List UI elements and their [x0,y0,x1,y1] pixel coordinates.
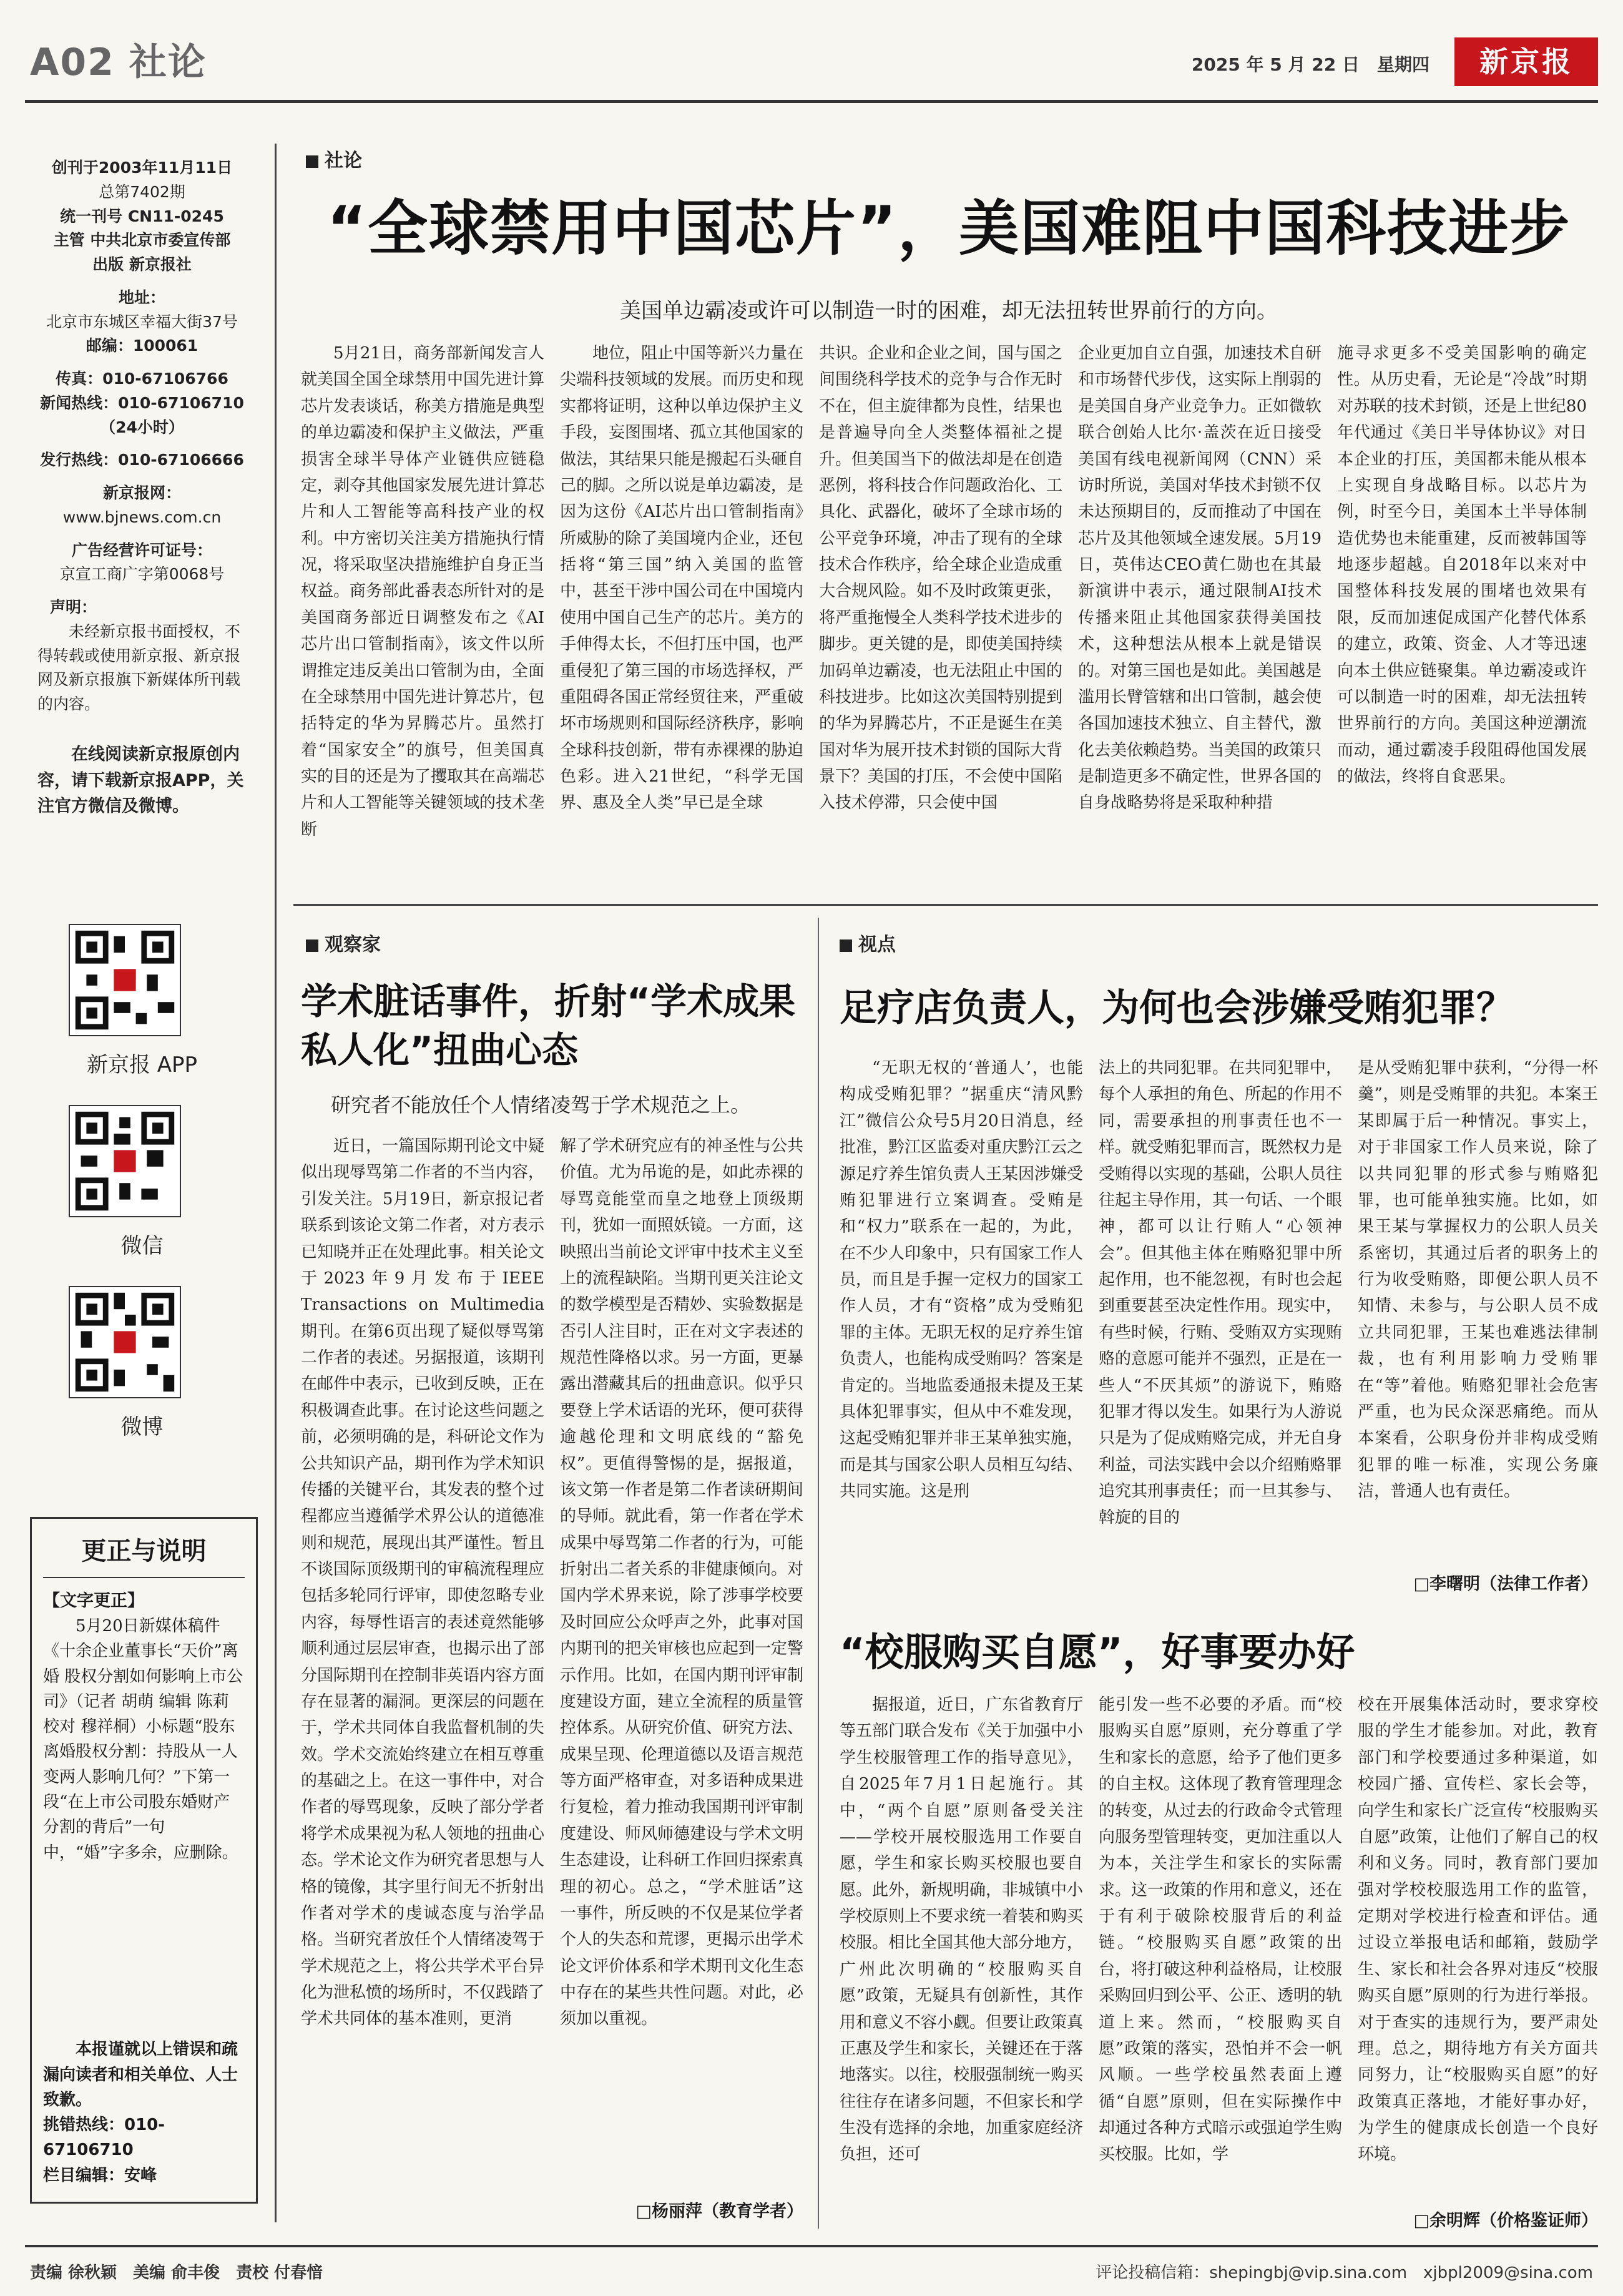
ad-license: 京宣工商广字第0068号 [59,565,225,584]
editorial-headline: “全球禁用中国芯片”，美国难阻中国科技进步 [326,194,1571,263]
editorial-subtitle: 美国单边霸凌或许可以制造一时的困难，却无法扭转世界前行的方向。 [620,298,1278,323]
ad-license-label: 广告经营许可证号： [71,541,212,559]
viewpoint-column: 是从受贿犯罪中获利，“分得一杯羹”，则是受贿罪的共犯。本案王某即属于后一种情况。事实上，对于非国家工作人员来说，除了以共同犯罪的形式参与贿赂犯罪，也可能单独实施。比如，如果王某与掌握权力的公职人员关系密切，其通过后者的职务上的行为收受贿赂，即便公职人员不知情、未参与，与公职人员不成立共同犯罪，王某也难逃法律制裁，也有利用影响力受贿罪在“等”着他。贿赂犯罪社会危害严重，也为民众深恶痛绝。而从本案看，公职身份并非构成受贿犯罪的唯一标准，实现公务廉洁，普通人也有责任。 [1358,1059,1598,1501]
statement: 未经新京报书面授权，不得转载或使用新京报、新京报网及新京报旗下新媒体所刊载的内容。 [37,622,241,713]
section-square-icon [306,939,318,952]
qr-label-app: 新京报 APP [86,1052,198,1077]
editorial-section-label: 社论 [306,145,362,172]
editorial-column: 5月21日，商务部新闻发言人就美国全国全球禁用中国先进计算芯片发表谈话，称美方措施是典型的单边霸凌和保护主义做法，严重损害全球半导体产业链供应链稳定，剥夺其他国家发展先进计算芯片和人工智能等高科技产业的权利。中方密切关注美方措施执行情况，将采取坚决措施维护自身正当权益。商务部此番表态所针对的是美国商务部近日调整发布之《AI芯片出口管制指南》，该文件以所谓推定违反美出口管制为由，全面在全球禁用中国先进计算芯片，包括特定的华为昇腾芯片。虽然打着“国家安全”的旗号，但美国真实的目的还是为了攫取其在高端芯片和人工智能等关键领域的技术垄断 [301,344,544,839]
uniform-column: 校在开展集体活动时，要求穿校服的学生才能参加。对此，教育部门和学校要通过多种渠道，如校园广播、宣传栏、家长会等，向学生和家长广泛宣传“校服购买自愿”政策，让他们了解自己的权利和义务。同时，教育部门要加强对学校校服选用工作的监管，定期对学校进行检查和评估。通过设立举报电话和邮箱，鼓励学生、家长和社会各界对违反“校服购买自愿”原则的行为进行举报。对于查实的违规行为，要严肃处理。总之，期待地方有关方面共同努力，让“校服购买自愿”的好政策真正落地，才能好事办好，为学生的健康成长创造一个良好环境。 [1358,1695,1598,2164]
distribution-hotline: 发行热线：010-67106666 [40,451,244,469]
sidebar-divider [275,144,277,2222]
app-qr-code[interactable] [69,924,181,1036]
supervisor: 主管 中共北京市委宣传部 [53,231,231,250]
website-label: 新京报网： [102,484,181,502]
viewpoint-column: 法上的共同犯罪。在共同犯罪中，每个人承担的角色、所起的作用不同，需要承担的刑事责任也不一样。就受贿犯罪而言，既然权力是受贿得以实现的基础，公职人员往往起主导作用，其一句话、一个眼神，都可以让行贿人“心领神会”。但其他主体在贿赂犯罪中所起作用，也不能忽视，有时也会起到重要甚至决定性作用。现实中，有些时候，行贿、受贿双方实现贿赂的意愿可能并不强烈，正是在一些人“不厌其烦”的游说下，贿赂犯罪才得以发生。如果行为人游说只是为了促成贿赂完成，并无自身利益，司法实践中会以介绍贿赂罪追究其刑事责任；而一旦其参与、斡旋的目的 [1099,1059,1342,1528]
publisher: 出版 新京报社 [92,255,192,273]
correction-footer [43,2037,245,2188]
viewpoint-byline: □李曙明（法律工作者） [1413,1574,1598,1594]
column-divider [818,918,819,2229]
masthead-info [25,156,259,820]
editorial-column: 共识。企业和企业之间，国与国之间围绕科学技术的竞争与合作无时不在，但主旋律都为良性，结果也是普遍导向全人类整体福祉之提升。但美国当下的做法却是在创造恶例，将科技合作问题政治化、工具化、武器化，破坏了全球市场的公平竞争环境，冲击了现有的全球技术合作秩序，给全球企业造成重大合规风险。如不及时政策更张，将严重拖慢全人类科学技术进步的脚步。更关键的是，即使美国持续加码单边霸凌，也无法阻止中国的科技进步。比如这次美国特别提到的华为昇腾芯片，不正是诞生在美国对华为展开技术封锁的国际大背景下？美国的打压，不会使中国陷入技术停滞，只会使中国 [819,344,1062,813]
viewpoint-column: “无职无权的‘普通人’，也能构成受贿犯罪？”据重庆“清风黔江”微信公众号5月20日消息，经批准，黔江区监委对重庆黔江云之源足疗养生馆负责人王某因涉嫌受贿犯罪进行立案调查。受贿是和“权力”联系在一起的，为此，在不少人印象中，只有国家工作人员，而且是手握一定权力的国家工作人员，才有“资格”成为受贿犯罪的主体。无职无权的足疗养生馆负责人，也能构成受贿吗？答案是肯定的。当地监委通报未提及王某具体犯罪事实，但从中不难发现，这起受贿犯罪并非王某单独实施，而是其与国家公职人员相互勾结、共同实施。这是刑 [840,1059,1083,1501]
founded: 创刊于2003年11月11日 [51,159,233,177]
correction-phone: 挑错热线：010-67106710 [43,2116,165,2160]
uniform-column: 据报道，近日，广东省教育厅等五部门联合发布《关于加强中小学生校服管理工作的指导意见》，自2025年7月1日起施行。其中，“两个自愿”原则备受关注——学校开展校服选用工作要自愿，学生和家长购买校服也要自愿。此外，新规明确，非城镇中小学校原则上不要求统一着装和购买校服。相比全国其他大部分地方，广州此次明确的“校服购买自愿”政策，无疑具有创新性，其作用和意义不容小觑。但要让政策真正惠及学生和家长，关键还在于落地落实。以往，校服强制统一购买往往存在诸多问题，不但家长和学生没有选择的余地，加重家庭经济负担，还可 [840,1695,1083,2164]
viewpoint-headline: 足疗店负责人，为何也会涉嫌受贿犯罪？ [840,986,1514,1030]
issue-number: 总第7402期 [99,182,185,201]
observer-section-label: 观察家 [306,929,381,956]
issue-date: 2025 年 5 月 22 日 星期四 [1191,54,1429,75]
qr-label-wechat: 微信 [120,1234,164,1258]
wechat-qr-code[interactable] [69,1105,181,1217]
statement-label: 声明： [50,598,97,616]
address-label: 地址： [118,288,165,307]
online-notice: 在线阅读新京报原创内容，请下载新京报APP，关注官方微信及微博。 [37,744,244,817]
news-hotline-note: （24小时） [100,418,184,436]
page-number: A02 社论 [30,41,207,84]
fax: 传真：010-67106766 [56,370,228,388]
editorial-column: 施寻求更多不受美国影响的确定性。从历史看，无论是“冷战”时期对苏联的技术封锁，还是上世纪80年代通过《美日半导体协议》对日本企业的打压，美国都未能从根本上实现自身战略目标。以芯片为例，时至今日，美国本土半导体制造优势也未能重建，反而被韩国等地逐步超越。自2018年以来对中国整体科技发展的围堵也效果有限，反而加速促成国产化替代体系的建立，政策、资金、人才等迅速向本土供应链聚集。单边霸凌或许可以制造一时的困难，却无法扭转世界前行的方向。美国这种逆潮流而动，通过霸凌手段阻碍他国发展的做法，终将自食恶果。 [1337,344,1587,786]
correction-body: 5月20日新媒体稿件《十余企业董事长“天价”离婚 股权分割如何影响上市公司》（记者 胡萌 编辑 陈莉 校对 穆祥桐）小标题“股东离婚股权分割：持股从一人变两人影响几何？”下第一段“在上市公司股东婚财产分割的背后”一句中，“婚”字多余，应删除。 [43,1617,243,1862]
section-square-icon [306,155,318,168]
cn-number: 统一刊号 CN11-0245 [60,207,224,225]
bottom-rule [25,2245,1598,2247]
uniform-column: 能引发一些不必要的矛盾。而“校服购买自愿”原则，充分尊重了学生和家长的意愿，给予了他们更多的自主权。这体现了教育管理理念的转变，从过去的行政命令式管理向服务型管理转变，更加注重以人为本，关注学生和家长的实际需求。这一政策的作用和意义，还在于有利于破除校服背后的利益链。“校服购买自愿”政策的出台，将打破这种利益格局，让校服采购回归到公平、公正、透明的轨道上来。然而，“校服购买自愿”政策的落实，恐怕并不会一帆风顺。一些学校虽然表面上遵循“自愿”原则，但在实际操作中却通过各种方式暗示或强迫学生购买校服。比如，学 [1099,1695,1342,2164]
observer-byline: □杨丽萍（教育学者） [635,2202,803,2221]
staff-credits: 责编 徐秋颖 美编 俞丰俊 责校 付春愔 [30,2264,323,2282]
top-rule [25,100,1598,103]
editorial-column: 地位，阻止中国等新兴力量在尖端科技领域的发展。而历史和现实都将证明，这种以单边保护主义手段，妄图围堵、孤立其他国家的做法，其结果只能是搬起石头砸自己的脚。之所以说是单边霸凌，是因为这份《AI芯片出口管制指南》所威胁的除了美国境内企业，还包括将“第三国”纳入美国的监管中，甚至干涉中国公司在中国境内使用中国自己生产的芯片。美方的手伸得太长，不但打压中国，也严重侵犯了第三国的市场选择权，严重阻碍各国正常经贸往来，严重破坏市场规则和国际经济秩序，影响全球科技创新，带有赤裸裸的胁迫色彩。进入21世纪，“科学无国界、惠及全人类”早已是全球 [560,344,803,813]
submission-email[interactable]: 评论投稿信箱：shepingbj@vip.sina.com xjbpl2009@sina.com [1096,2264,1593,2282]
section-divider [293,904,1598,906]
viewpoint-section-label: 视点 [840,929,896,956]
address: 北京市东城区幸福大街37号 [46,312,238,331]
observer-column: 解了学术研究应有的神圣性与公共价值。尤为吊诡的是，如此赤裸的辱骂竟能堂而皇之地登上顶级期刊，犹如一面照妖镜。一方面，这映照出当前论文评审中技术主义至上的流程缺陷。当期刊更关注论文的数学模型是否精妙、实验数据是否引人注目时，正在对文字表述的规范性降格以求。另一方面，更暴露出潜藏其后的扭曲意识。似乎只要登上学术话语的光环，便可获得逾越伦理和文明底线的“豁免权”。更值得警惕的是，据报道，该文第一作者是第二作者读研期间的导师。就此看，第一作者在学术成果中辱骂第二作者的行为，可能折射出二者关系的非健康倾向。对国内学术界来说，除了涉事学校要及时回应公众呼声之外，此事对国内期刊的把关审核也应起到一定警示作用。比如，在国内期刊评审制度建设方面，建立全流程的质量管控体系。从研究价值、研究方法、成果呈现、伦理道德以及语言规范等方面严格审查，对多语种成果进行复检，着力推动我国期刊评审制度建设、师风师德建设与学术文明生态建设，让科研工作回归探索真理的初心。总之，“学术脏话”这一事件，所反映的不仅是某位学者个人的失态和荒谬，更揭示出学术论文评价体系和学术期刊文化生态中存在的某些共性问题。对此，必须加以重视。 [560,1137,803,2029]
editorial-column: 企业更加自立自强，加速技术自研和市场替代步伐，这实际上削弱的是美国自身产业竞争力。正如微软联合创始人比尔·盖茨在近日接受美国有线电视新闻网（CNN）采访时所说，美国对华技术封锁不仅未达预期目的，反而推动了中国在芯片及其他领域全速发展。5月19日，英伟达CEO黄仁勋也在其最新演讲中表示，通过限制AI技术传播来阻止其他国家获得美国技术，这种想法从根本上就是错误的。对第三国也是如此。美国越是滥用长臂管辖和出口管制，越会使各国加速技术独立、自主替代，激化去美依赖趋势。当美国的政策只是制造更多不确定性，世界各国的自身战略势将是采取种种措 [1078,344,1321,813]
qr-label-weibo: 微博 [120,1415,164,1440]
correction-title: 更正与说明 [43,1519,245,1578]
news-hotline: 新闻热线：010-67106710 [40,393,244,412]
correction-tag: 【文字更正】 [43,1591,144,1611]
postcode: 邮编：100061 [86,336,199,355]
section-square-icon [840,939,852,952]
newspaper-logo: 新京报 [1454,37,1598,86]
correction-editor: 栏目编辑：安峰 [43,2166,157,2185]
uniform-headline: “校服购买自愿”，好事要办好 [840,1629,1355,1675]
observer-subtitle: 研究者不能放任个人情绪凌驾于学术规范之上。 [331,1093,751,1117]
uniform-byline: □余明辉（价格鉴证师） [1413,2211,1598,2230]
website: www.bjnews.com.cn [62,508,222,526]
observer-column: 近日，一篇国际期刊论文中疑似出现辱骂第二作者的不当内容，引发关注。5月19日，新京报记者联系到该论文第二作者，对方表示已知晓并正在处理此事。相关论文于2023年9月发布于IEEE Transactions on Multimedia期刊。在第6页出现了疑似辱骂第二作者的表述。另据报道，该期刊在邮件中表示，已收到反映，正在积极调查此事。在讨论这些问题之前，必须明确的是，科研论文作为公共知识产品，期刊作为学术知识传播的关键平台，其发表的整个过程都应当遵循学术界公认的道德准则和规范，展现出其严谨性。暂且不谈国际顶级期刊的审稿流程理应包括多轮同行评审，即使忽略专业内容，每辱性语言的表述竟然能够顺利通过层层审查，也揭示出了部分国际期刊在控制非英语内容方面存在显著的漏洞。更深层的问题在于，学术共同体自我监督机制的失效。学术交流始终建立在相互尊重的基础之上。在这一事件中，对合作者的辱骂现象，反映了部分学者将学术成果视为私人领地的扭曲心态。学术论文作为研究者思想与人格的镜像，其字里行间无不折射出作者对学术的虔诚态度与治学品格。当研究者放任个人情绪凌驾于学术规范之上，将公共学术平台异化为泄私愤的场所时，不仅践踏了学术共同体的基本准则，更消 [301,1137,544,2029]
correction-box [30,1517,258,2204]
correction-apology: 本报谨就以上错误和疏漏向读者和相关单位、人士致歉。 [43,2040,238,2109]
observer-headline: 学术脏话事件，折射“学术成果私人化”扭曲心态 [301,980,796,1072]
weibo-qr-code[interactable] [69,1286,181,1398]
